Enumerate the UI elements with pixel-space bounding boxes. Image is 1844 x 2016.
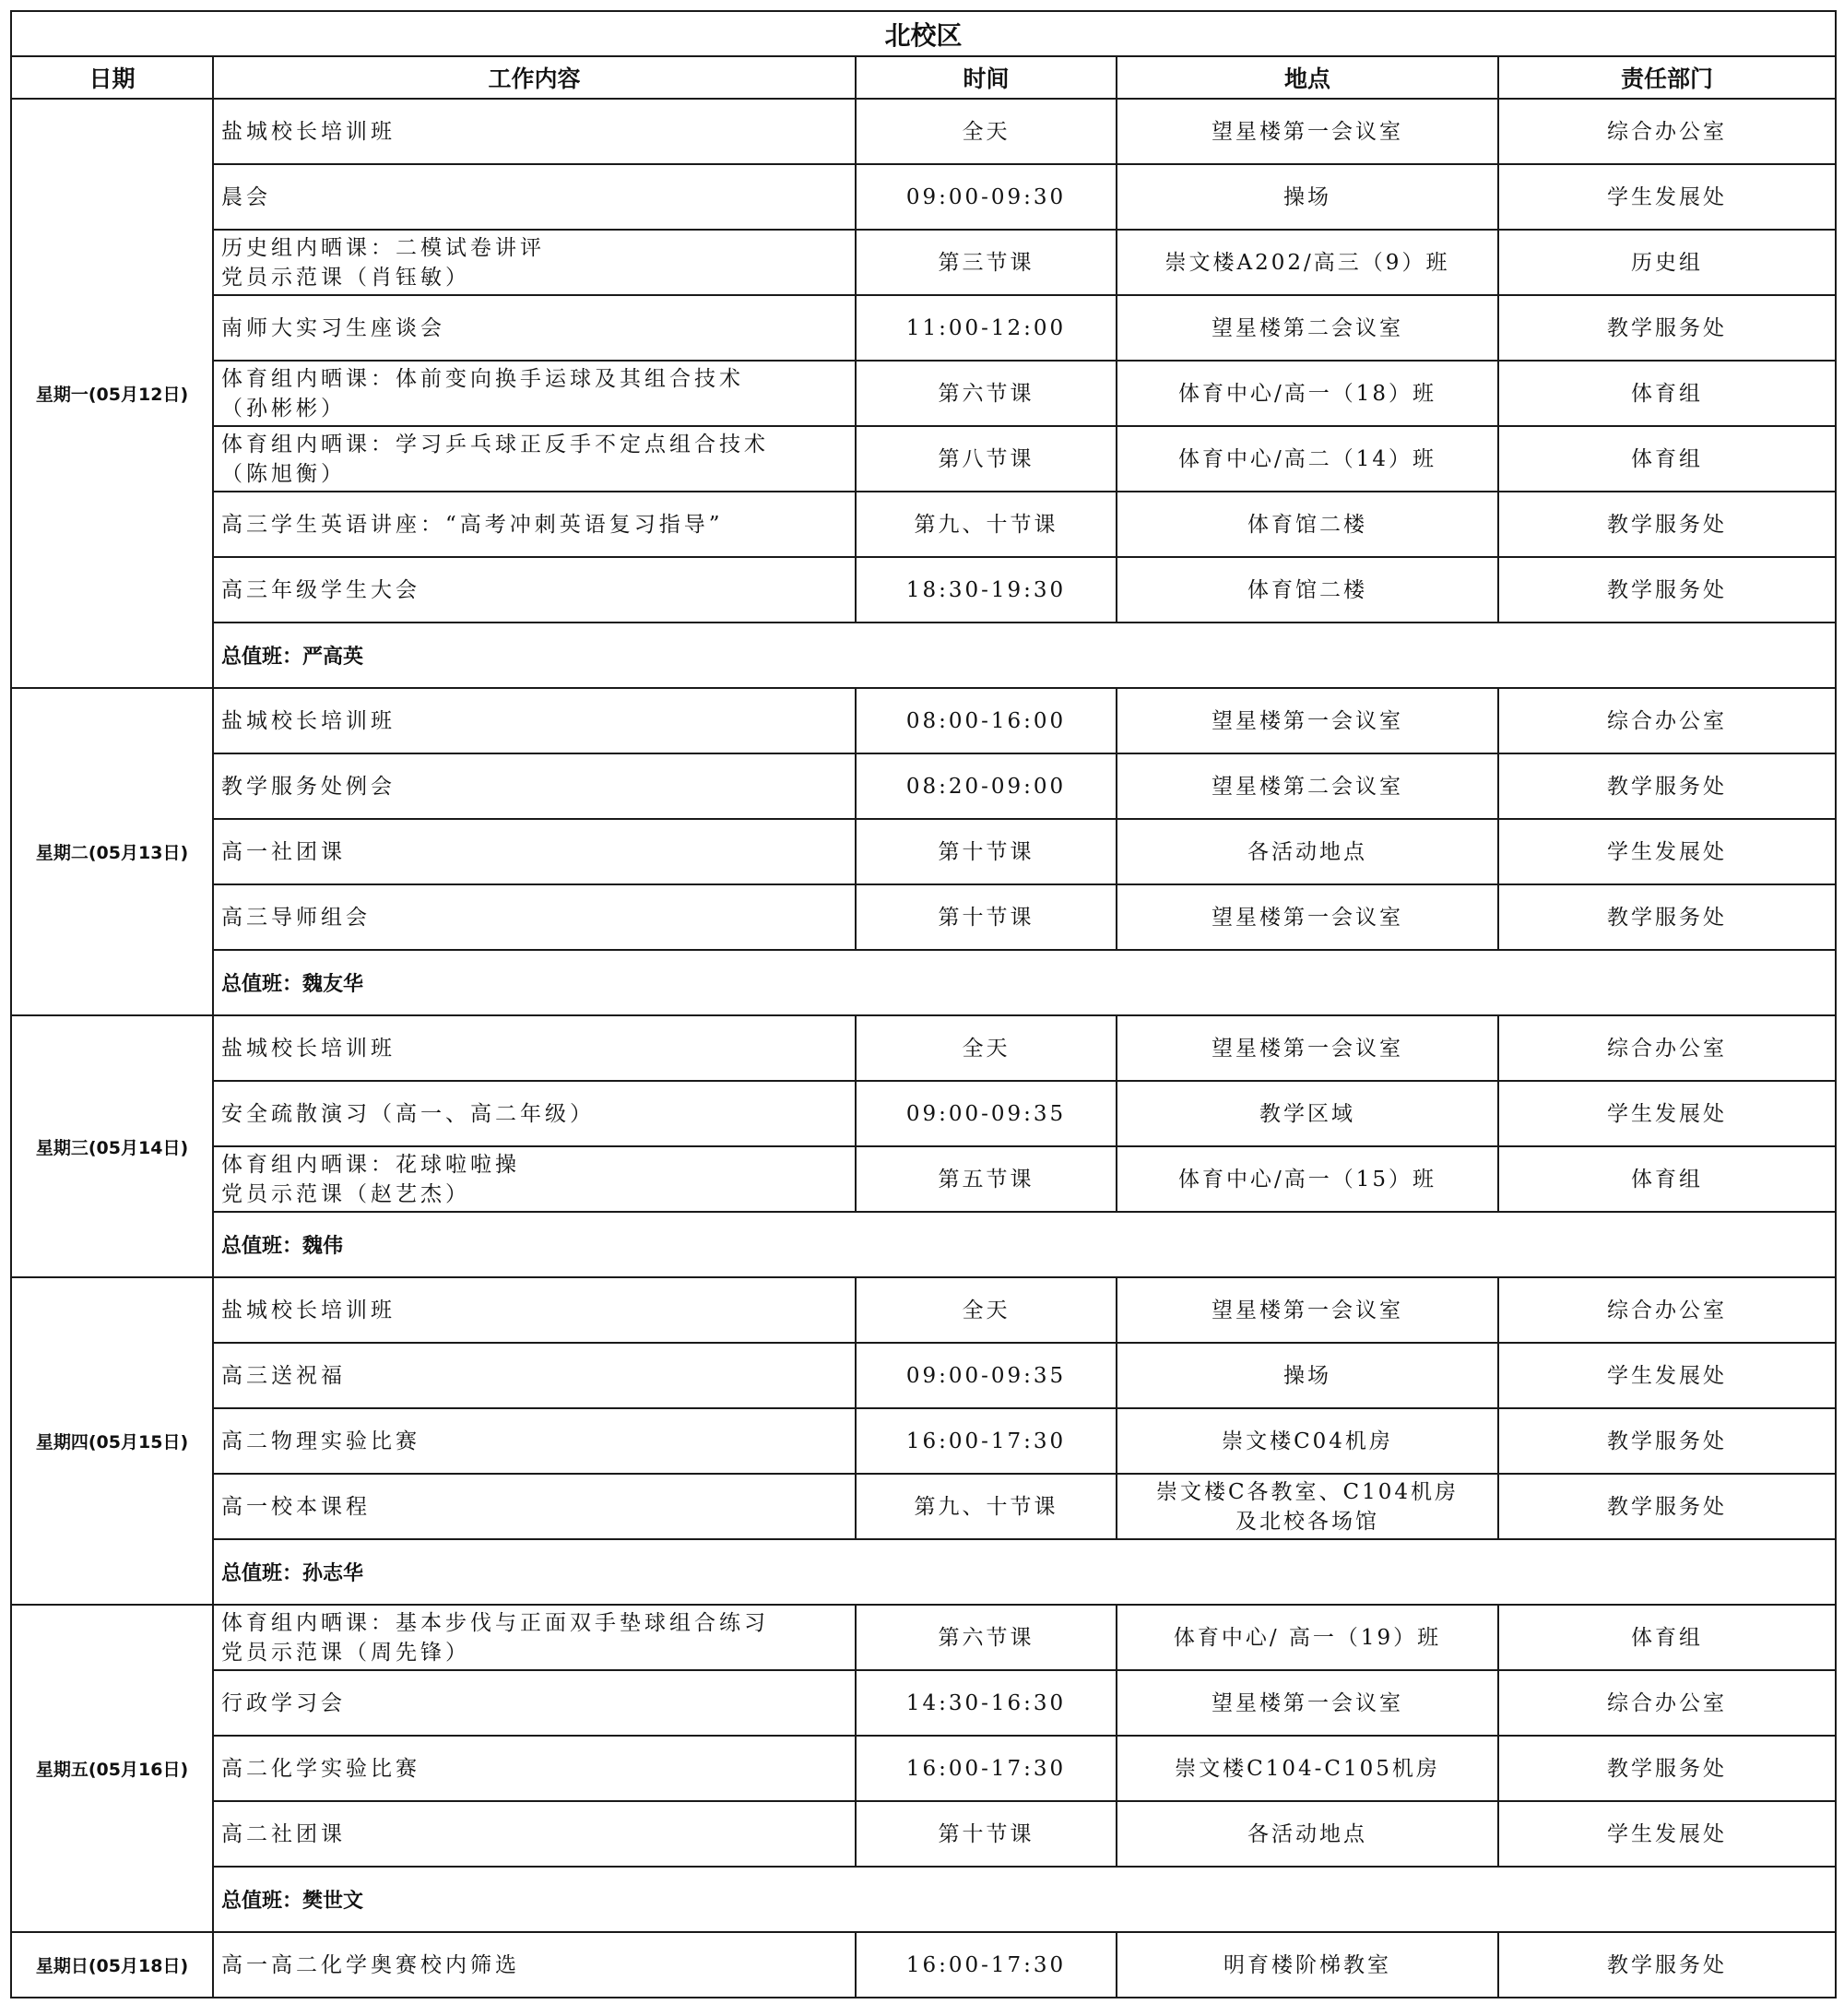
task-cell: [213, 426, 856, 492]
department-cell: 教学服务处: [1498, 557, 1836, 623]
table-row: [11, 99, 1836, 164]
day-cell: 星期四(05月15日): [11, 1277, 213, 1605]
task-cell: [213, 1146, 856, 1212]
day-cell: 星期日(05月18日): [11, 1932, 213, 1998]
task-cell: [213, 492, 856, 557]
task-cell: [213, 1343, 856, 1408]
location-line: 崇文楼C04机房: [1222, 1429, 1393, 1453]
location-line: 各活动地点: [1247, 1821, 1367, 1846]
table-row: [11, 1081, 1836, 1146]
duty-cell: 总值班：魏友华: [213, 950, 1836, 1015]
task-line: 体育组内晒课：基本步伐与正面双手垫球组合练习: [221, 1610, 769, 1635]
location-cell: [1117, 295, 1498, 361]
location-cell: [1117, 557, 1498, 623]
department-cell: 综合办公室: [1498, 1015, 1836, 1081]
time-cell: 08:20-09:00: [856, 753, 1117, 819]
location-line: 教学区域: [1259, 1101, 1355, 1126]
task-cell: [213, 1605, 856, 1670]
day-cell: 星期五(05月16日): [11, 1605, 213, 1932]
task-line: （陈旭衡）: [221, 461, 346, 486]
table-row: [11, 1015, 1836, 1081]
location-cell: [1117, 753, 1498, 819]
department-cell: 体育组: [1498, 426, 1836, 492]
duty-cell: 总值班：魏伟: [213, 1212, 1836, 1277]
location-cell: [1117, 1474, 1498, 1539]
location-cell: [1117, 1932, 1498, 1998]
table-row: [11, 557, 1836, 623]
header-time: 时间: [856, 56, 1117, 99]
table-row: [11, 688, 1836, 753]
task-line: 高三送祝福: [221, 1363, 346, 1388]
department-cell: 体育组: [1498, 1605, 1836, 1670]
location-cell: [1117, 99, 1498, 164]
table-row: [11, 361, 1836, 426]
time-cell: 第六节课: [856, 1605, 1117, 1670]
table-row: [11, 1408, 1836, 1474]
location-cell: [1117, 1801, 1498, 1867]
table-row: [11, 753, 1836, 819]
department-cell: 体育组: [1498, 1146, 1836, 1212]
time-cell: 第三节课: [856, 230, 1117, 295]
task-line: 安全疏散演习（高一、高二年级）: [221, 1101, 595, 1126]
table-row: [11, 164, 1836, 230]
department-cell: 学生发展处: [1498, 1081, 1836, 1146]
time-cell: 09:00-09:35: [856, 1343, 1117, 1408]
department-cell: 教学服务处: [1498, 295, 1836, 361]
location-cell: [1117, 1277, 1498, 1343]
task-line: 盐城校长培训班: [221, 708, 396, 733]
time-cell: 第五节课: [856, 1146, 1117, 1212]
header-location: 地点: [1117, 56, 1498, 99]
location-cell: [1117, 688, 1498, 753]
time-cell: 08:00-16:00: [856, 688, 1117, 753]
task-line: 体育组内晒课：花球啦啦操: [221, 1152, 520, 1177]
time-cell: 18:30-19:30: [856, 557, 1117, 623]
location-cell: [1117, 164, 1498, 230]
duty-row: [11, 1539, 1836, 1605]
task-line: 党员示范课（肖钰敏）: [221, 265, 470, 290]
table-row: [11, 1146, 1836, 1212]
task-line: 高二化学实验比赛: [221, 1756, 420, 1781]
department-cell: 综合办公室: [1498, 1277, 1836, 1343]
task-line: 高三导师组会: [221, 905, 371, 930]
task-cell: [213, 753, 856, 819]
location-line: 望星楼第二会议室: [1212, 774, 1403, 799]
location-line: 各活动地点: [1247, 839, 1367, 864]
task-line: 教学服务处例会: [221, 774, 396, 799]
task-line: 党员示范课（赵艺杰）: [221, 1181, 470, 1206]
location-line: 体育中心/ 高一（19）班: [1173, 1625, 1442, 1650]
duty-cell: 总值班：樊世文: [213, 1867, 1836, 1932]
department-cell: 学生发展处: [1498, 1801, 1836, 1867]
time-cell: 第十节课: [856, 884, 1117, 950]
task-cell: [213, 688, 856, 753]
location-line: 望星楼第二会议室: [1212, 315, 1403, 340]
table-row: [11, 295, 1836, 361]
department-cell: 体育组: [1498, 361, 1836, 426]
task-cell: [213, 1474, 856, 1539]
duty-row: [11, 950, 1836, 1015]
location-cell: [1117, 361, 1498, 426]
header-department: 责任部门: [1498, 56, 1836, 99]
task-line: 高三年级学生大会: [221, 577, 420, 602]
location-line: 崇文楼C104-C105机房: [1175, 1756, 1440, 1781]
task-cell: [213, 230, 856, 295]
task-line: 高一高二化学奥赛校内筛选: [221, 1952, 520, 1977]
location-cell: [1117, 1605, 1498, 1670]
location-line: 操场: [1283, 1363, 1331, 1388]
day-cell: 星期一(05月12日): [11, 99, 213, 688]
time-cell: 第八节课: [856, 426, 1117, 492]
location-line: 体育馆二楼: [1247, 512, 1367, 537]
schedule-body: [11, 99, 1836, 1998]
department-cell: 历史组: [1498, 230, 1836, 295]
task-line: 高二物理实验比赛: [221, 1429, 420, 1453]
location-cell: [1117, 1343, 1498, 1408]
header-row: [11, 56, 1836, 99]
department-cell: 教学服务处: [1498, 1736, 1836, 1801]
time-cell: 16:00-17:30: [856, 1408, 1117, 1474]
table-row: [11, 1670, 1836, 1736]
day-cell: 星期三(05月14日): [11, 1015, 213, 1277]
duty-cell: 总值班：严高英: [213, 623, 1836, 688]
task-cell: [213, 1670, 856, 1736]
task-line: 高三学生英语讲座：“高考冲刺英语复习指导”: [221, 512, 724, 537]
department-cell: 综合办公室: [1498, 1670, 1836, 1736]
department-cell: 学生发展处: [1498, 819, 1836, 884]
location-line: 体育中心/高一（18）班: [1177, 381, 1436, 406]
table-row: [11, 819, 1836, 884]
task-line: 行政学习会: [221, 1690, 346, 1715]
table-row: [11, 1605, 1836, 1670]
location-cell: [1117, 230, 1498, 295]
location-line: 望星楼第一会议室: [1212, 1690, 1403, 1715]
task-line: 盐城校长培训班: [221, 119, 396, 144]
location-cell: [1117, 1081, 1498, 1146]
time-cell: 全天: [856, 1277, 1117, 1343]
task-cell: [213, 1081, 856, 1146]
task-cell: [213, 1932, 856, 1998]
department-cell: 学生发展处: [1498, 1343, 1836, 1408]
department-cell: 综合办公室: [1498, 688, 1836, 753]
task-cell: [213, 99, 856, 164]
location-line: 望星楼第一会议室: [1212, 1036, 1403, 1061]
schedule-table: [10, 10, 1837, 1998]
time-cell: 16:00-17:30: [856, 1932, 1117, 1998]
location-line: 望星楼第一会议室: [1212, 708, 1403, 733]
location-line: 望星楼第一会议室: [1212, 1298, 1403, 1322]
table-row: [11, 492, 1836, 557]
time-cell: 全天: [856, 1015, 1117, 1081]
time-cell: 14:30-16:30: [856, 1670, 1117, 1736]
location-cell: [1117, 492, 1498, 557]
task-line: 南师大实习生座谈会: [221, 315, 445, 340]
duty-cell: 总值班：孙志华: [213, 1539, 1836, 1605]
duty-row: [11, 623, 1836, 688]
task-line: 体育组内晒课：学习乒乓球正反手不定点组合技术: [221, 432, 769, 457]
table-row: [11, 230, 1836, 295]
banner-row: [11, 11, 1836, 56]
header-date: 日期: [11, 56, 213, 99]
location-cell: [1117, 426, 1498, 492]
time-cell: 第九、十节课: [856, 492, 1117, 557]
department-cell: 教学服务处: [1498, 492, 1836, 557]
department-cell: 教学服务处: [1498, 884, 1836, 950]
task-line: 党员示范课（周先锋）: [221, 1640, 470, 1665]
duty-row: [11, 1212, 1836, 1277]
header-task: 工作内容: [213, 56, 856, 99]
task-line: 晨会: [221, 184, 271, 209]
task-cell: [213, 884, 856, 950]
task-cell: [213, 1801, 856, 1867]
time-cell: 11:00-12:00: [856, 295, 1117, 361]
task-line: 体育组内晒课：体前变向换手运球及其组合技术: [221, 366, 744, 391]
time-cell: 第十节课: [856, 1801, 1117, 1867]
campus-title: 北校区: [11, 11, 1836, 56]
department-cell: 教学服务处: [1498, 753, 1836, 819]
location-cell: [1117, 1736, 1498, 1801]
day-cell: 星期二(05月13日): [11, 688, 213, 1015]
department-cell: 学生发展处: [1498, 164, 1836, 230]
location-line: 崇文楼A202/高三（9）班: [1164, 250, 1450, 275]
department-cell: 教学服务处: [1498, 1932, 1836, 1998]
location-line: 崇文楼C各教室、C104机房: [1155, 1479, 1460, 1504]
department-cell: 综合办公室: [1498, 99, 1836, 164]
time-cell: 第九、十节课: [856, 1474, 1117, 1539]
table-row: [11, 1932, 1836, 1998]
task-line: 盐城校长培训班: [221, 1036, 396, 1061]
task-cell: [213, 361, 856, 426]
time-cell: 第六节课: [856, 361, 1117, 426]
location-cell: [1117, 1408, 1498, 1474]
task-cell: [213, 295, 856, 361]
department-cell: 教学服务处: [1498, 1474, 1836, 1539]
table-row: [11, 1801, 1836, 1867]
table-row: [11, 1343, 1836, 1408]
location-cell: [1117, 819, 1498, 884]
location-line: 望星楼第一会议室: [1212, 905, 1403, 930]
location-line: 体育中心/高二（14）班: [1177, 446, 1436, 471]
task-cell: [213, 1736, 856, 1801]
location-line: 及北校各场馆: [1235, 1509, 1379, 1534]
department-cell: 教学服务处: [1498, 1408, 1836, 1474]
time-cell: 16:00-17:30: [856, 1736, 1117, 1801]
location-line: 望星楼第一会议室: [1212, 119, 1403, 144]
task-cell: [213, 557, 856, 623]
task-cell: [213, 1277, 856, 1343]
time-cell: 全天: [856, 99, 1117, 164]
task-cell: [213, 1408, 856, 1474]
time-cell: 第十节课: [856, 819, 1117, 884]
task-line: 高一社团课: [221, 839, 346, 864]
location-cell: [1117, 1146, 1498, 1212]
location-line: 体育中心/高一（15）班: [1177, 1167, 1436, 1192]
task-line: 高一校本课程: [221, 1494, 371, 1519]
location-cell: [1117, 884, 1498, 950]
location-line: 体育馆二楼: [1247, 577, 1367, 602]
task-cell: [213, 819, 856, 884]
task-cell: [213, 164, 856, 230]
table-row: [11, 1277, 1836, 1343]
location-line: 操场: [1283, 184, 1331, 209]
duty-row: [11, 1867, 1836, 1932]
task-line: 盐城校长培训班: [221, 1298, 396, 1322]
location-line: 明育楼阶梯教室: [1223, 1952, 1391, 1977]
task-line: 高二社团课: [221, 1821, 346, 1846]
task-line: （孙彬彬）: [221, 396, 346, 421]
task-line: 历史组内晒课：二模试卷讲评: [221, 235, 545, 260]
time-cell: 09:00-09:35: [856, 1081, 1117, 1146]
time-cell: 09:00-09:30: [856, 164, 1117, 230]
location-cell: [1117, 1015, 1498, 1081]
table-row: [11, 426, 1836, 492]
table-row: [11, 1736, 1836, 1801]
location-cell: [1117, 1670, 1498, 1736]
table-row: [11, 884, 1836, 950]
task-cell: [213, 1015, 856, 1081]
table-row: [11, 1474, 1836, 1539]
